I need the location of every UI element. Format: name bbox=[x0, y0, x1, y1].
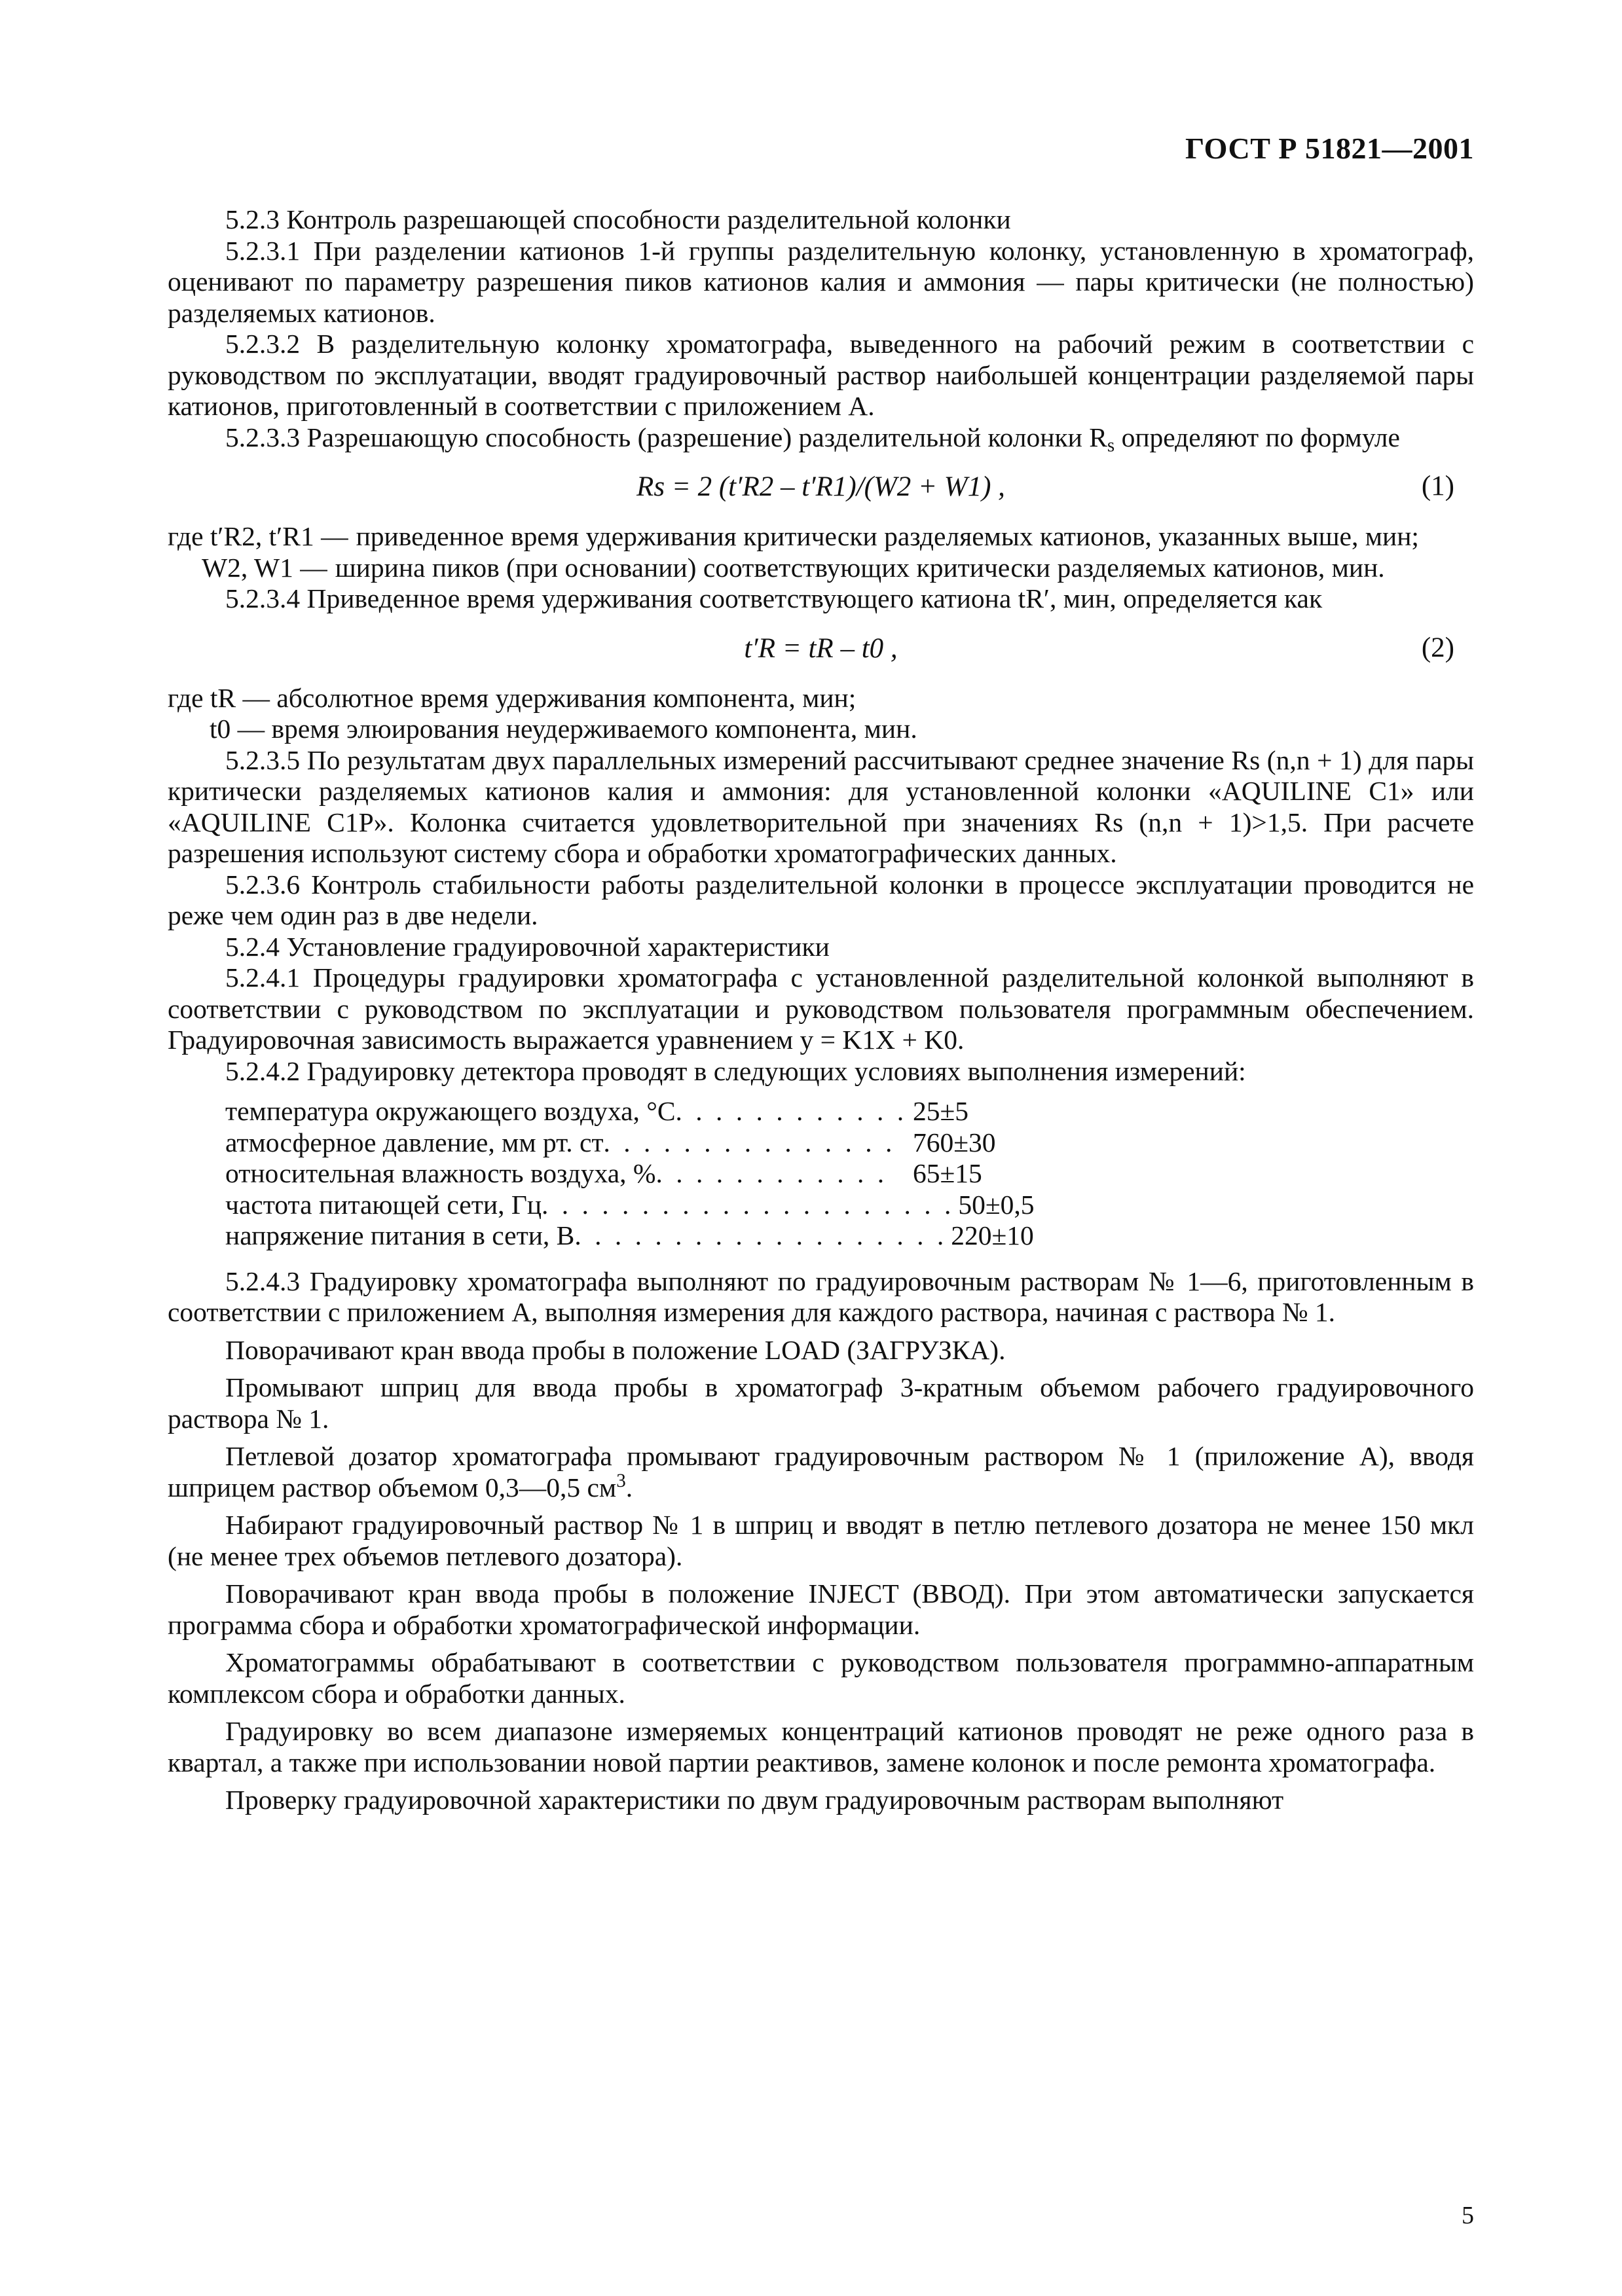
condition-name: атмосферное давление, мм рт. ст bbox=[225, 1127, 604, 1157]
formula-1-number: (1) bbox=[1421, 471, 1454, 501]
section-5-2-3: 5.2.3 Контроль разрешающей способности разделительной колонки bbox=[225, 204, 1011, 234]
definition-t0: t0 — время элюирования неудерживаемого компонента, мин. bbox=[210, 714, 917, 744]
condition-value: 760±30 bbox=[913, 1127, 996, 1157]
definition-W bbox=[168, 553, 1474, 584]
condition-value: 25±5 bbox=[913, 1096, 969, 1126]
definition-tR-term: где t′R2, t′R1 — bbox=[168, 521, 348, 551]
para-5-2-3-3-tail: определяют по формуле bbox=[1115, 422, 1400, 452]
condition-row bbox=[225, 1158, 1011, 1190]
para-5-2-3-2: 5.2.3.2 В разделительную колонку хроматографа, выведенного на рабочий режим в соответствии с руководством по эксплуатации, вводят градуировочный раствор наибольшей концентрации разделяемой пары катионов, приготовленный в соответствии с приложением А. bbox=[168, 329, 1474, 421]
formula-2-number: (2) bbox=[1421, 632, 1454, 663]
formula-1 bbox=[168, 453, 1474, 521]
condition-leader: . . . . . . . . . . . . . . . . . . . . . bbox=[542, 1189, 955, 1220]
doc-code-header: ГОСТ Р 51821—2001 bbox=[1185, 132, 1474, 165]
conditions-list bbox=[225, 1096, 1474, 1252]
para-loop-wash bbox=[168, 1441, 1474, 1503]
para-5-2-3-3 bbox=[168, 422, 1474, 454]
condition-value: 50±0,5 bbox=[958, 1189, 1035, 1220]
condition-value: 220±10 bbox=[951, 1220, 1034, 1250]
definition-tR-text: приведенное время удерживания критически разделяемых катионов, указанных выше, мин; bbox=[356, 521, 1419, 551]
definition-tR-abs: где tR — абсолютное время удерживания компонента, мин; bbox=[168, 682, 857, 713]
para-5-2-3-5: 5.2.3.5 По результатам двух параллельных измерений рассчитывают среднее значение Rs (n,n + 1) для пары критически разделяемых катионов калия и аммония: для установленной колонки «AQUILINE C1» или «AQUILINE C1P». Колонка считается удовлетворительной при значениях Rs (n,n + 1)>1,5. При расчете разрешения используют систему сбора и обработки хроматографических данных. bbox=[168, 744, 1474, 868]
condition-name: относительная влажность воздуха, % bbox=[225, 1158, 656, 1188]
condition-leader: . . . . . . . . . . . . bbox=[675, 1096, 908, 1126]
para-5-2-3-3-text: 5.2.3.3 Разрешающую способность (разрешение) разделительной колонки R bbox=[225, 422, 1107, 452]
para-process: Хроматограммы обрабатывают в соответствии с руководством пользователя программно-аппаратным комплексом сбора и обработки данных. bbox=[168, 1647, 1474, 1709]
condition-leader: . . . . . . . . . . . . . . . bbox=[603, 1127, 896, 1157]
para-5-2-4-3: 5.2.4.3 Градуировку хроматографа выполняют по градуировочным растворам № 1—6, приготовленным в соответствии с приложением А, выполняя измерения для каждого раствора, начиная с раствора № 1. bbox=[168, 1266, 1474, 1327]
para-load: Поворачивают кран ввода пробы в положение LOAD (ЗАГРУЗКА). bbox=[225, 1334, 1006, 1365]
condition-leader: . . . . . . . . . . . . bbox=[655, 1158, 888, 1188]
para-fill: Набирают градуировочный раствор № 1 в шприц и вводят в петлю петлевого дозатора не менее 150 мкл (не менее трех объемов петлевого дозатора). bbox=[168, 1510, 1474, 1571]
para-5-2-3-4: 5.2.3.4 Приведенное время удерживания соответствующего катиона tR′, мин, определяется как bbox=[225, 583, 1323, 613]
formula-2 bbox=[168, 615, 1474, 683]
para-wash-syringe: Промывают шприц для ввода пробы в хроматограф 3-кратным объемом рабочего градуировочного раствора № 1. bbox=[168, 1372, 1474, 1434]
document-body bbox=[168, 204, 1474, 1816]
condition-name: температура окружающего воздуха, °С bbox=[225, 1096, 676, 1126]
definition-W-term: W2, W1 — bbox=[202, 552, 327, 583]
para-loop-wash-text: Петлевой дозатор хроматографа промывают градуировочным раствором № 1 (приложение А), вводя шприцем раствор объемом 0,3—0,5 см bbox=[168, 1441, 1474, 1503]
definition-tR bbox=[168, 521, 1474, 553]
para-5-2-3-1: 5.2.3.1 При разделении катионов 1-й группы разделительную колонку, установленную в хроматограф, оценивают по параметру разрешения пиков катионов калия и аммония — пары критически (не полностью) разделяемых катионов. bbox=[168, 235, 1474, 328]
page-number: 5 bbox=[1462, 2202, 1474, 2229]
condition-row bbox=[225, 1096, 1011, 1127]
condition-name: напряжение питания в сети, В bbox=[225, 1220, 575, 1250]
condition-row bbox=[225, 1189, 1035, 1221]
para-loop-wash-sup: 3 bbox=[616, 1470, 626, 1491]
para-inject: Поворачивают кран ввода пробы в положение INJECT (ВВОД). При этом автоматически запускается программа сбора и обработки хроматографической информации. bbox=[168, 1578, 1474, 1640]
formula-1-expression: Rs = 2 (t′R2 – t′R1)/(W2 + W1) , bbox=[636, 471, 1005, 503]
formula-2-expression: t′R = tR – t0 , bbox=[744, 632, 898, 664]
para-check: Проверку градуировочной характеристики по двум градуировочным растворам выполняют bbox=[225, 1785, 1284, 1815]
condition-name: частота питающей сети, Гц bbox=[225, 1189, 542, 1220]
condition-leader: . . . . . . . . . . . . . . . . . . . bbox=[574, 1220, 948, 1250]
condition-value: 65±15 bbox=[913, 1158, 982, 1188]
para-5-2-4-2: 5.2.4.2 Градуировку детектора проводят в следующих условиях выполнения измерений: bbox=[225, 1055, 1246, 1086]
condition-row bbox=[225, 1127, 1011, 1159]
section-5-2-4: 5.2.4 Установление градуировочной характеристики bbox=[225, 931, 830, 962]
definition-W-text: ширина пиков (при основании) соответствующих критически разделяемых катионов, мин. bbox=[335, 552, 1385, 583]
condition-row bbox=[225, 1220, 1034, 1252]
para-calib-frequency: Градуировку во всем диапазоне измеряемых концентраций катионов проводят не реже одного раза в квартал, а также при использовании новой партии реактивов, замене колонок и после ремонта хроматографа. bbox=[168, 1716, 1474, 1777]
para-loop-wash-end: . bbox=[625, 1472, 633, 1503]
para-5-2-3-6: 5.2.3.6 Контроль стабильности работы разделительной колонки в процессе эксплуатации проводится не реже чем один раз в две недели. bbox=[168, 869, 1474, 930]
para-5-2-4-1: 5.2.4.1 Процедуры градуировки хроматографа с установленной разделительной колонкой выполняют в соответствии с руководством по эксплуатации и руководством пользователя программным обеспечением. Градуировочная зависимость выражается уравнением y = K1X + K0. bbox=[168, 962, 1474, 1055]
para-5-2-3-3-sub: s bbox=[1107, 434, 1115, 456]
